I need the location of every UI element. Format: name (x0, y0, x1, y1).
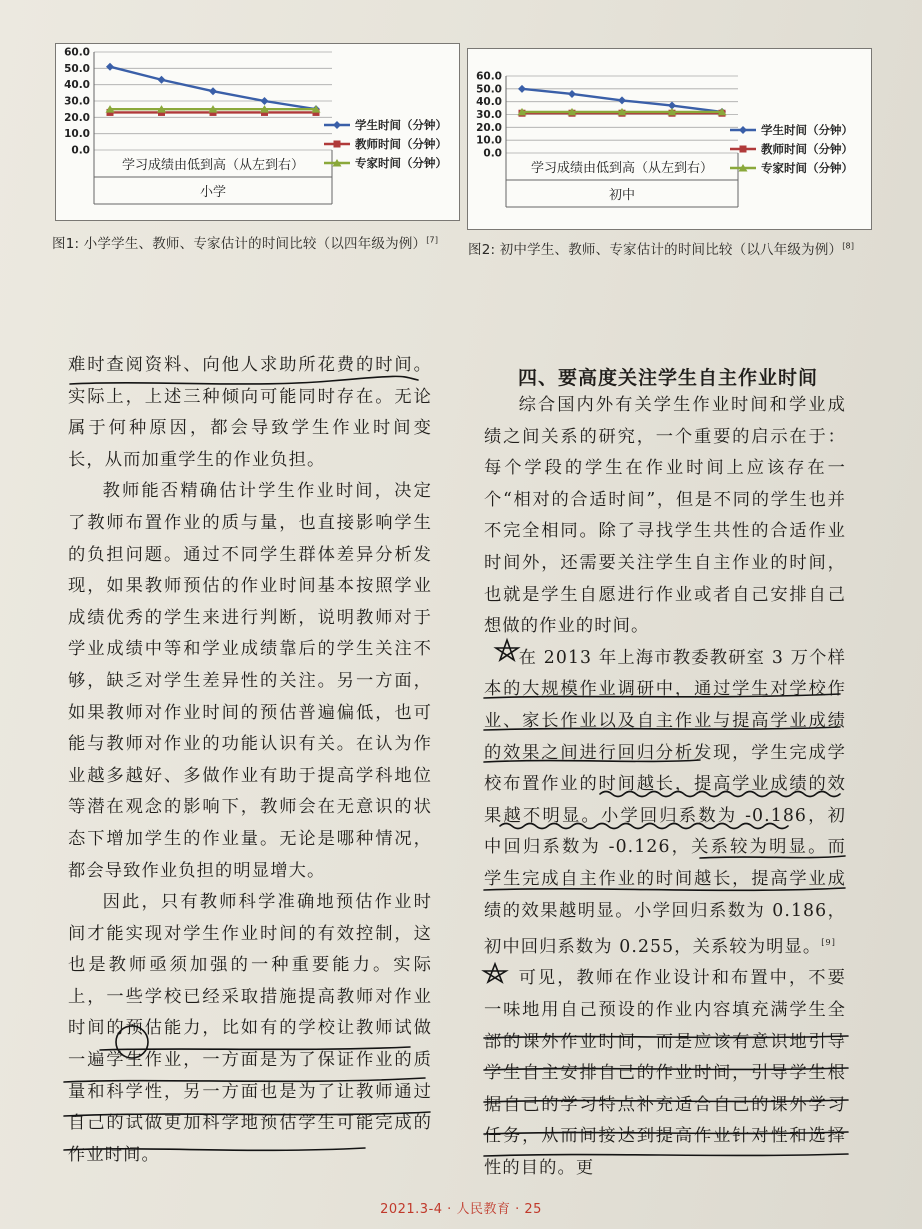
chart-legend-marker (334, 141, 341, 148)
right-paragraph-1: 综合国内外有关学生作业时间和学业成绩之间关系的研究，一个重要的启示在于：每个学段的学生在作业时间上应该存在一个“相对的合适时间”，但是不同的学生也并不完全相同。除了寻找学生共性的合适作业时间外，还需要关注学生自主作业的时间，也就是学生自愿进行作业或者自己安排自己想做的作业的时间。 (484, 395, 846, 637)
chart-y-tick-label: 20.0 (476, 121, 502, 134)
right-column (484, 390, 846, 1185)
right-paragraph-3: 可见，教师在作业设计和布置中，不要一味地用自己预设的作业内容填充满学生全部的课外作业时间，而是应该有意识地引导学生自主安排自己的作业时间，引导学生根据自己的学习特点补充适合自己的课外学习任务，从而间接达到提高作业针对性和选择性的目的。更 (484, 968, 846, 1179)
chart-x-axis-label: 学习成绩由低到高（从左到右） (121, 158, 305, 173)
figure-1-svg (56, 44, 459, 220)
figure-2-caption-text: 图2: 初中学生、教师、专家估计的时间比较（以八年级为例） (468, 242, 843, 258)
chart-data-point (209, 87, 217, 95)
chart-y-tick-label: 60.0 (64, 46, 90, 59)
chart-y-tick-label: 40.0 (64, 79, 90, 92)
figure-2-caption (468, 238, 854, 258)
chart-legend-marker (740, 146, 747, 153)
figure-2-ref: [8] (842, 241, 855, 251)
chart-y-tick-label: 50.0 (64, 62, 90, 75)
chart-y-tick-label: 0.0 (71, 144, 90, 157)
left-paragraph-3: 因此，只有教师科学准确地预估作业时间才能实现对学生作业时间的有效控制，这也是教师亟须加强的一种重要能力。实际上，一些学校已经采取措施提高教师对作业时间的预估能力，比如有的学校让教师试做一遍学生作业，一方面是为了保证作业的质量和科学性，另一方面也是为了让教师通过自己的试做更加科学地预估学生可能完成的作业时间。 (68, 892, 432, 1165)
right-paragraph-2-text: 在 2013 年上海市教委教研室 3 万个样本的大规模作业调研中，通过学生对学校作业、家长作业以及自主作业与提高学业成绩的效果之间进行回归分析发现，学生完成学校布置作业的时间越长，提高学业成绩的效果越不明显。小学回归系数为 -0.186，初中回归系数为 -0.126，关系较为明显。而学生完成自主作业的时间越长，提高学业成绩的效果越明显。小学回归系数为 0.186，初中回归系数为 0.255，关系较为明显。 (484, 647, 846, 957)
chart-data-point (618, 96, 626, 104)
chart-legend-label: 学生时间（分钟） (761, 123, 853, 137)
chart-legend-label: 学生时间（分钟） (355, 118, 447, 132)
chart-y-tick-label: 50.0 (476, 83, 502, 96)
chart-data-point (106, 63, 114, 71)
chart-data-point (568, 90, 576, 98)
left-column (68, 350, 432, 1171)
figure-2-chart (467, 48, 872, 230)
figure-1-caption-text: 图1: 小学学生、教师、专家估计的时间比较（以四年级为例） (52, 236, 427, 252)
chart-group-label: 初中 (608, 188, 636, 203)
chart-legend-label: 专家时间（分钟） (761, 161, 853, 175)
page-footer: 2021.3-4 · 人民教育 · 25 (380, 1202, 542, 1217)
chart-y-tick-label: 40.0 (476, 96, 502, 109)
left-paragraph-2: 教师能否精确估计学生作业时间，决定了教师布置作业的质与量，也直接影响学生的负担问题。通过不同学生群体差异分析发现，如果教师预估的作业时间基本按照学业成绩优秀的学生来进行判断，说明教师对于学业成绩中等和学业成绩靠后的学生关注不够，缺乏对学生差异性的关注。另一方面，如果教师对作业时间的预估普遍偏低，也可能与教师对作业的功能认识有关。在认为作业越多越好、多做作业有助于提高学科地位等潜在观念的影响下，教师会在无意识的状态下增加学生的作业量。无论是哪种情况，都会导致作业负担的明显增大。 (68, 481, 432, 881)
chart-y-tick-label: 20.0 (64, 111, 90, 124)
figure-1-caption (52, 232, 438, 252)
figure-1-chart (55, 43, 460, 221)
left-paragraph-1: 难时查阅资料、向他人求助所花费的时间。实际上，上述三种倾向可能同时存在。无论属于何种原因，都会导致学生作业时间变长，从而加重学生的作业负担。 (68, 355, 432, 470)
figure-1-ref: [7] (426, 235, 439, 245)
section-title: 四、要高度关注学生自主作业时间 (518, 367, 819, 389)
chart-group-label: 小学 (199, 185, 227, 200)
chart-x-axis-label: 学习成绩由低到高（从左到右） (530, 161, 714, 176)
chart-y-tick-label: 10.0 (64, 128, 90, 141)
chart-y-tick-label: 10.0 (476, 134, 502, 147)
chart-legend-label: 教师时间（分钟） (355, 137, 447, 151)
chart-y-tick-label: 0.0 (483, 147, 502, 160)
chart-legend-marker (333, 121, 341, 129)
chart-data-point (518, 85, 526, 93)
right-paragraph-2-ref: [9] (821, 938, 836, 948)
right-paragraph-2 (484, 643, 846, 964)
chart-y-tick-label: 60.0 (476, 70, 502, 83)
chart-y-tick-label: 30.0 (476, 109, 502, 121)
chart-data-point (158, 76, 166, 84)
chart-y-tick-label: 30.0 (64, 95, 90, 108)
chart-legend-label: 专家时间（分钟） (355, 156, 447, 170)
chart-legend-label: 教师时间（分钟） (761, 142, 853, 156)
figure-2-svg (468, 49, 871, 229)
chart-data-point (261, 97, 269, 105)
chart-legend-marker (739, 126, 747, 134)
